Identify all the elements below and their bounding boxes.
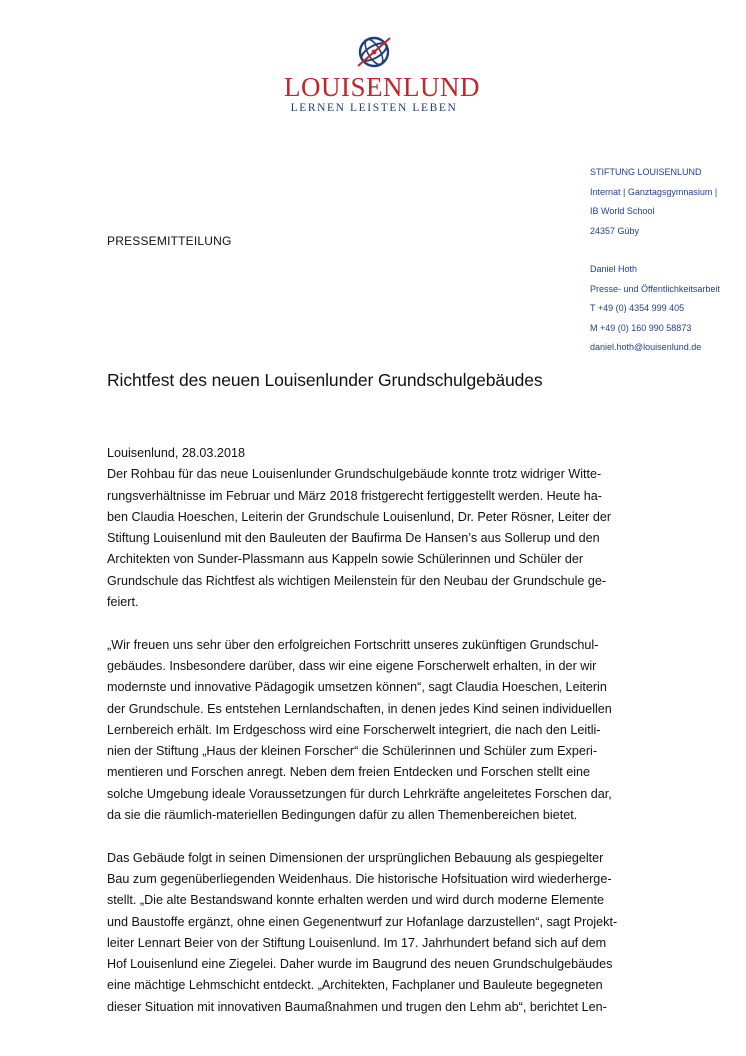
paragraph-line: dieser Situation mit innovativen Baumaßnahmen und trugen den Lehm ab“, berichtet Len-: [107, 999, 607, 1014]
paragraph-spacer: [107, 826, 642, 847]
contact-person: Daniel Hoth: [590, 264, 638, 274]
paragraph-line: eine mächtige Lehmschicht entdeckt. „Architekten, Fachplaner und Bauleute begegneten: [107, 978, 603, 993]
contact-school-type: Internat | Ganztagsgymnasium |: [590, 186, 718, 197]
contact-block: [590, 163, 740, 358]
contact-phone: T +49 (0) 4354 999 405: [590, 303, 685, 313]
paragraph-line: und Baustoffe ergänzt, ohne einen Gegenentwurf zur Hofanlage darzustellen“, sagt Projekt-: [107, 914, 618, 929]
paragraph-3: [107, 848, 642, 1018]
logo-name: LOUISENLUND: [284, 72, 480, 102]
contact-address: 24357 Güby: [590, 225, 640, 236]
contact-spacer: [590, 241, 740, 260]
paragraph-line: Grundschule das Richtfest als wichtigen Meilenstein für den Neubau der Grundschule ge-: [107, 573, 607, 588]
press-release-body: [107, 443, 642, 1018]
paragraph-line: Bau zum gegenüberliegenden Weidenhaus. Die historische Hofsituation wird wiederherge-: [107, 871, 612, 886]
paragraph-line: Architekten von Sunder-Plassmann aus Kappeln sowie Schülerinnen und Schüler der: [107, 552, 584, 567]
paragraph-1: [107, 464, 642, 613]
paragraph-line: nien der Stiftung „Haus der kleinen Forscher“ die Schülerinnen und Schüler zum Experi-: [107, 744, 598, 759]
paragraph-line: Hof Louisenlund eine Ziegelei. Daher wurde im Baugrund des neuen Grundschulgebäudes: [107, 957, 613, 972]
logo-tagline: LERNEN LEISTEN LEBEN: [290, 102, 458, 114]
paragraph-line: Der Rohbau für das neue Louisenlunder Grundschulgebäude konnte trotz widriger Witte-: [107, 467, 602, 482]
paragraph-spacer: [107, 613, 642, 634]
paragraph-line: gebäudes. Insbesondere darüber, dass wir eine eigene Forscherwelt erhalten, in der wir: [107, 658, 597, 673]
paragraph-line: der Grundschule. Es entstehen Lernlandschaften, in denen jedes Kind seinen individuellen: [107, 701, 612, 716]
paragraph-line: solche Umgebung ideale Voraussetzungen für durch Lehrkräfte angeleitetes Forschen dar,: [107, 786, 612, 801]
paragraph-2: [107, 635, 642, 827]
paragraph-line: rungsverhältnisse im Februar und März 2018 fristgerecht fertiggestellt werden. Heute ha-: [107, 488, 602, 503]
contact-mobile: M +49 (0) 160 990 58873: [590, 322, 692, 333]
press-release-headline: Richtfest des neuen Louisenlunder Grundschulgebäudes: [107, 370, 543, 390]
document-type-label: PRESSEMITTEILUNG: [107, 234, 232, 248]
paragraph-line: mentieren und Forschen anregt. Neben dem freien Entdecken und Forschen stellt eine: [107, 765, 591, 780]
contact-email-link[interactable]: daniel.hoth@louisenlund.de: [590, 342, 702, 352]
contact-school-ib: IB World School: [590, 206, 655, 216]
paragraph-line: „Wir freuen uns sehr über den erfolgreichen Fortschritt unseres zukünftigen Grundschul-: [107, 637, 599, 652]
paragraph-line: ben Claudia Hoeschen, Leiterin der Grundschule Louisenlund, Dr. Peter Rösner, Leiter der: [107, 509, 612, 524]
dateline: Louisenlund, 28.03.2018: [107, 446, 245, 460]
paragraph-line: modernste und innovative Pädagogik umsetzen können“, sagt Claudia Hoeschen, Leiterin: [107, 680, 607, 695]
paragraph-line: Das Gebäude folgt in seinen Dimensionen der ursprünglichen Bebauung als gespiegelter: [107, 850, 604, 865]
contact-org: STIFTUNG LOUISENLUND: [590, 167, 702, 177]
paragraph-line: feiert.: [107, 595, 139, 610]
armillary-sphere-icon: [352, 32, 396, 72]
paragraph-line: da sie die räumlich-materiellen Bedingungen dafür zu allen Themenbereichen bietet.: [107, 808, 578, 823]
paragraph-line: leiter Lennart Beier von der Stiftung Louisenlund. Im 17. Jahrhundert befand sich auf dem: [107, 935, 607, 950]
louisenlund-logo: [284, 32, 480, 115]
paragraph-line: stellt. „Die alte Bestandswand konnte erhalten werden und wird durch moderne Elemente: [107, 893, 605, 908]
paragraph-line: Stiftung Louisenlund mit den Bauleuten der Baufirma De Hansen’s aus Sollerup und den: [107, 531, 600, 546]
contact-role: Presse- und Öffentlichkeitsarbeit: [590, 283, 720, 294]
paragraph-line: Lernbereich erhält. Im Erdgeschoss wird eine Forscherwelt integriert, die nach den Leitli-: [107, 722, 601, 737]
